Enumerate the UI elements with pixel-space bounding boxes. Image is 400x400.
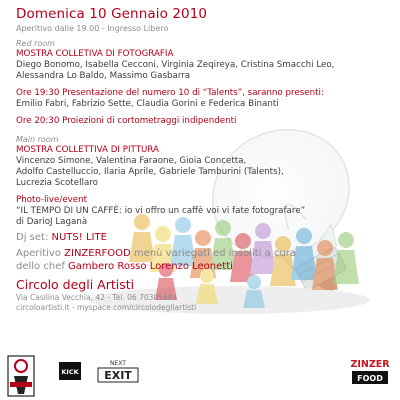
zinzerfood-logo: [348, 356, 392, 388]
dj-set-line: [16, 231, 388, 244]
event-subtitle: Aperitivo dalle 19.00 - Ingresso Libero: [16, 24, 169, 33]
photo-artists-line: Alessandra Lo Baldo, Massimo Gasbarra: [16, 71, 191, 81]
presentation-guests: Emilio Fabri, Fabrizio Sette, Claudia Gorini e Federica Binanti: [16, 99, 279, 109]
painting-exhibition-title: MOSTRA COLLETTIVA DI PITTURA: [16, 145, 159, 155]
zinzerfood-logo-bottom: FOOD: [357, 374, 383, 383]
kick-logo: [59, 362, 81, 380]
presentation-line: Ore 19:30 Presentazione del numero 10 di “Talents”, saranno presenti:: [16, 88, 324, 98]
venue-websites: circoloartisti.it - myspace.com/circolodegliartisti: [16, 303, 197, 312]
dj-set-act: NUTS! LITE: [51, 232, 107, 243]
event-text: [16, 6, 388, 313]
aperitivo-brand: ZINZERFOOD: [64, 248, 131, 259]
next-exit-logo-top: NEXT: [110, 360, 126, 367]
photo-live-author: di DarioJ Laganà: [16, 217, 88, 227]
main-room-label: Main room: [16, 135, 59, 144]
circolo-artisti-logo: [6, 354, 36, 398]
screening-line: Ore 20:30 Proiezioni di cortometraggi indipendenti: [16, 116, 237, 126]
photo-exhibition-title: MOSTRA COLLETIVA DI FOTOGRAFIA: [16, 49, 174, 59]
kick-logo-text: KICK: [61, 368, 79, 376]
next-exit-logo: [96, 356, 140, 386]
painting-artists-line: Lucrezia Scotellaro: [16, 178, 98, 188]
painting-artists-line: Vincenzo Simone, Valentina Faraone, Gioia Concetta,: [16, 156, 247, 166]
event-date: Domenica 10 Gennaio 2010: [16, 6, 208, 22]
aperitivo-menu: menù variegati ed insoliti a cura: [130, 248, 297, 259]
aperitivo-chef: Gambero Rosso Lorenzo Leonetti: [68, 261, 233, 272]
next-exit-logo-main: EXIT: [104, 369, 132, 382]
aperitivo-chef-prefix: dello chef: [16, 261, 69, 272]
sponsor-logos: [0, 352, 400, 400]
photo-live-description: “IL TEMPO DI UN CAFFÈ: io vi offro un caffè voi vi fate fotografare”: [16, 206, 306, 216]
red-room-label: Red room: [16, 39, 55, 48]
aperitivo-line: [16, 247, 388, 273]
aperitivo-prefix: Aperitivo: [16, 248, 65, 259]
venue-name: Circolo degli Artisti: [16, 277, 135, 292]
photo-live-title: Photo-live/event: [16, 195, 88, 205]
venue-address: Via Casilina Vecchia, 42 - Tel. 06 70305684: [16, 293, 178, 302]
dj-set-prefix: Dj set:: [16, 232, 52, 243]
painting-artists-line: Adolfo Castelluccio, Ilaria Aprile, Gabriele Tamburini (Talents),: [16, 167, 284, 177]
photo-artists-line: Diego Bonomo, Isabella Cecconi, Virginia Zeqireya, Cristina Smacchi Leo,: [16, 60, 335, 70]
zinzerfood-logo-top: ZINZER: [350, 359, 390, 370]
